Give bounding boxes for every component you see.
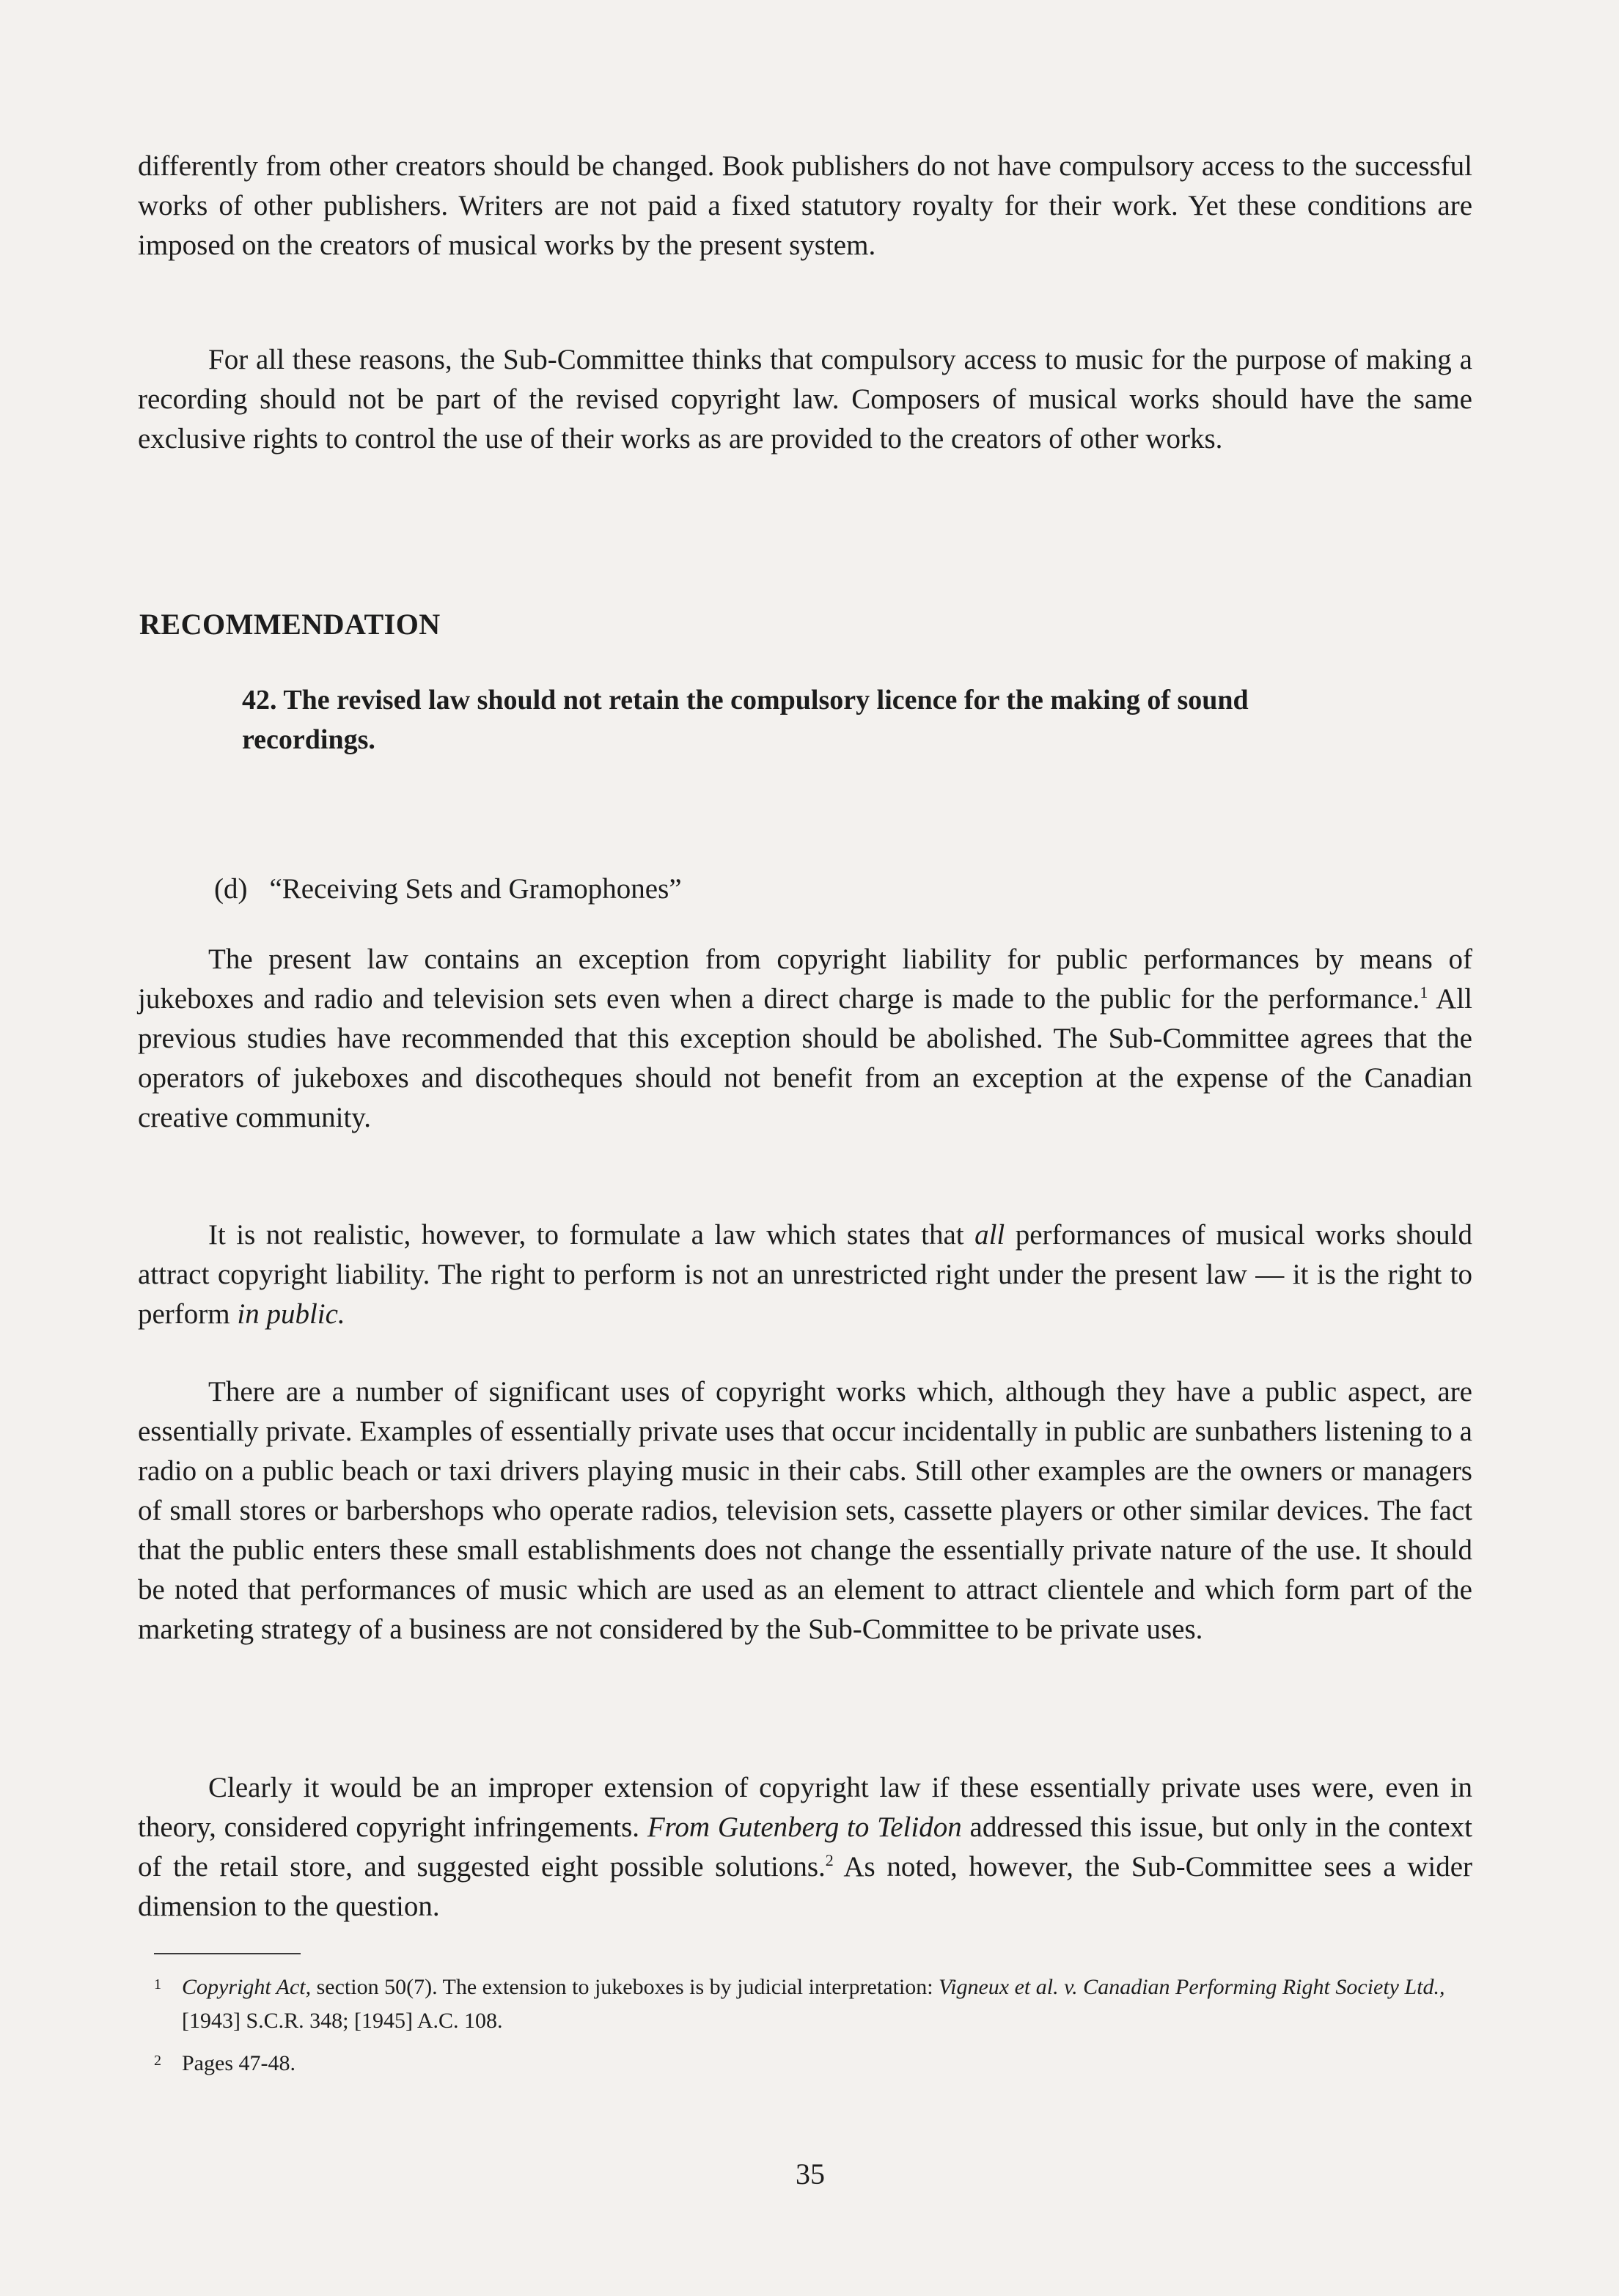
paragraph-text: The present law contains an exception from copyright liability for public performances by means of jukeboxes and radio and television sets even when a direct charge is made to the public for the performance. xyxy=(138,943,1472,1015)
recommendation-text: The revised law should not retain the compulsory licence for the making of sound recordings. xyxy=(242,685,1249,755)
page-number: 35 xyxy=(796,2157,825,2190)
emphasis-all: all xyxy=(974,1219,1005,1251)
footnote-text: [1943] S.C.R. 348; [1945] A.C. 108. xyxy=(182,2009,503,2033)
paragraph-text: All previous studies have recommended that this exception should be abolished. The Sub-Committee agrees that the operators of jukeboxes and discotheques should not benefit from an exception at the expense of the Canadian creative community. xyxy=(138,983,1472,1133)
emphasis-case-name: Vigneux et al. v. Canadian Performing Right Society Ltd., xyxy=(939,1975,1445,1999)
paragraph-not-realistic xyxy=(138,1215,1472,1334)
footnote-reference-1: 1 xyxy=(1420,983,1428,1001)
subsection-title: “Receiving Sets and Gramophones” xyxy=(269,873,682,905)
paragraph-text: As noted, however, the Sub-Committee sees a wider dimension to the question. xyxy=(138,1851,1472,1922)
emphasis-copyright-act: Copyright Act, xyxy=(182,1975,312,1999)
paragraph-text: performances of musical works should attract copyright liability. The right to perform is not an unrestricted right under the present law — it is the right to perform xyxy=(138,1219,1472,1330)
subsection-label: (d) xyxy=(214,873,248,905)
paragraph-present-law-exception xyxy=(138,940,1472,1138)
footnote-reference-2: 2 xyxy=(825,1851,834,1869)
footnote-text: section 50(7). The extension to jukeboxes is by judicial interpretation: xyxy=(311,1975,939,1999)
footnote-2-text: Pages 47-48. xyxy=(182,2051,295,2075)
recommendation-42 xyxy=(242,680,1371,759)
paragraph-text: addressed this issue, but only in the context of the retail store, and suggested eight possible solutions. xyxy=(138,1811,1472,1883)
section-heading-recommendation: RECOMMENDATION xyxy=(139,608,441,641)
footnote-1-mark: 1 xyxy=(154,1976,161,1993)
footnote-1-text xyxy=(182,1971,1474,2038)
paragraph-for-all-these-reasons: For all these reasons, the Sub-Committee thinks that compulsory access to music for the purpose of making a recording should not be part of the revised copyright law. Composers of musical works should have the same exclusive rights to control the use of their works as are provided to the creators of other works. xyxy=(138,344,1472,455)
paragraph-improper-extension xyxy=(138,1768,1472,1927)
footnote-divider xyxy=(154,1953,301,1954)
subsection-heading-receiving-sets xyxy=(214,869,682,909)
emphasis-in-public: in public. xyxy=(237,1298,345,1330)
paragraph-private-uses: There are a number of significant uses of copyright works which, although they have a public aspect, are essentially private. Examples of essentially private uses that occur incidentally in public are sunbathers listening to a radio on a public beach or taxi drivers playing music in their cabs. Still other examples are the owners or managers of small stores or barbershops who operate radios, television sets, cassette players or other similar devices. The fact that the public enters these small establishments does not change the essentially private nature of the use. It should be noted that performances of music which are used as an element to attract clientele and which form part of the marketing strategy of a business are not considered by the Sub-Committee to be private uses. xyxy=(138,1376,1472,1645)
footnote-2 xyxy=(154,2047,1474,2080)
paragraph-text: Clearly it would be an improper extension of copyright law if these essentially private uses were, even in theory, considered copyright infringements. xyxy=(138,1772,1472,1843)
emphasis-report-title: From Gutenberg to Telidon xyxy=(647,1811,962,1843)
footnote-1 xyxy=(154,1971,1474,2038)
paragraph-text: It is not realistic, however, to formulate a law which states that xyxy=(208,1219,975,1251)
footnote-2-mark: 2 xyxy=(154,2053,161,2069)
recommendation-number: 42. xyxy=(242,685,277,715)
paragraph-compulsory-access-continuation: differently from other creators should be changed. Book publishers do not have compulsory access to the successful works of other publishers. Writers are not paid a fixed statutory royalty for their work. Yet these conditions are imposed on the creators of musical works by the present system. xyxy=(138,150,1472,261)
